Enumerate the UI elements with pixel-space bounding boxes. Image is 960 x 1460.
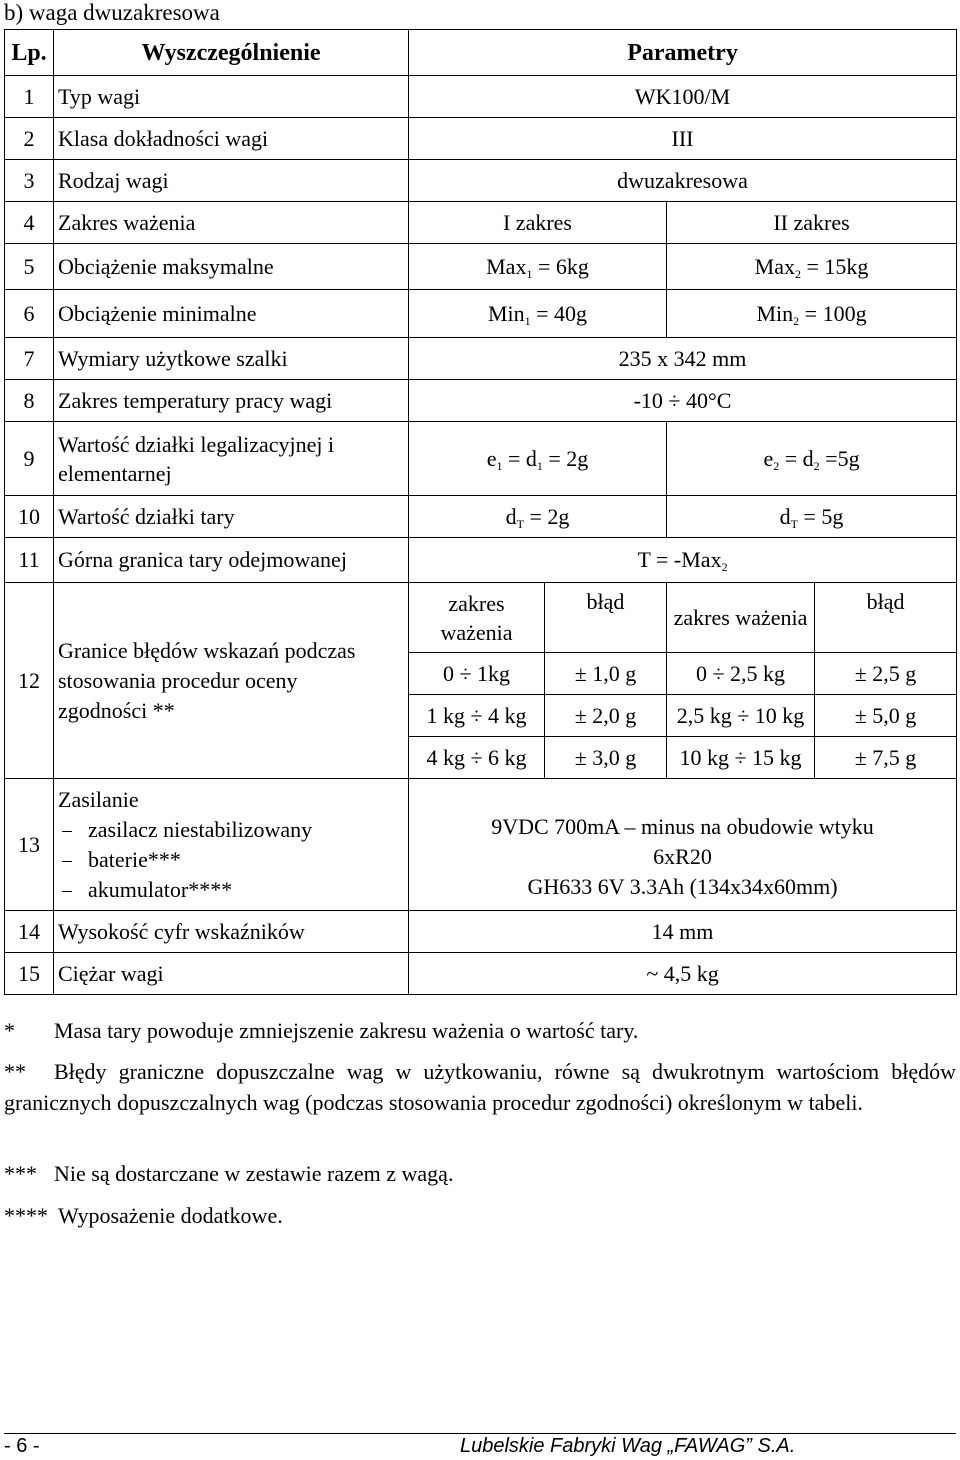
footnote-mark: *** <box>4 1161 37 1186</box>
range-1-value: Min$_1$ = 40g <box>409 290 667 338</box>
row-number: 14 <box>5 911 54 953</box>
range-2-error-header: błąd <box>815 583 957 653</box>
range-2-span: 2,5 kg ÷ 10 kg <box>667 695 815 737</box>
row-number: 6 <box>5 290 54 338</box>
footnote-text: Nie są dostarczane w zestawie razem z wagą. <box>54 1161 454 1186</box>
header-lp: Lp. <box>5 30 54 76</box>
footnote <box>4 1015 956 1046</box>
specification-table <box>4 29 957 995</box>
row-number: 7 <box>5 338 54 380</box>
range-2-span: 0 ÷ 2,5 kg <box>667 653 815 695</box>
table-row <box>5 911 957 953</box>
range-2-range-header: zakres ważenia <box>667 583 815 653</box>
range-1-span: 1 kg ÷ 4 kg <box>409 695 545 737</box>
footnote <box>4 1158 956 1189</box>
table-row <box>5 538 957 583</box>
power-value: 9VDC 700mA – minus na obudowie wtyku <box>491 813 874 839</box>
power-title: Zasilanie <box>58 786 139 812</box>
power-row <box>5 779 957 911</box>
row-description: Zakres temperatury pracy wagi <box>54 380 409 422</box>
footnote <box>4 1056 956 1118</box>
power-values <box>409 779 957 911</box>
row-number: 3 <box>5 160 54 202</box>
table-row <box>5 338 957 380</box>
footnote-mark: * <box>4 1018 15 1043</box>
range-1-range-header: zakres ważenia <box>409 583 545 653</box>
range-2-error: ± 7,5 g <box>815 737 957 779</box>
footnote-mark: **** <box>4 1203 48 1228</box>
row-value: T = -Max$_2$ <box>409 538 957 583</box>
row-value: 14 mm <box>409 911 957 953</box>
power-item: baterie*** <box>58 845 404 875</box>
range-1-error: ± 1,0 g <box>545 653 667 695</box>
range-1-span: 0 ÷ 1kg <box>409 653 545 695</box>
row-description: Zakres ważenia <box>54 202 409 244</box>
range-1-span: 4 kg ÷ 6 kg <box>409 737 545 779</box>
range-1-error: ± 3,0 g <box>545 737 667 779</box>
range-1-value: $d_T = 2g$ <box>409 496 667 538</box>
footer-company: Lubelskie Fabryki Wag „FAWAG” S.A. <box>460 1435 796 1457</box>
table-header-row <box>5 30 957 76</box>
row-value: 235 x 342 mm <box>409 338 957 380</box>
row-number: 12 <box>5 583 54 779</box>
row-description: Typ wagi <box>54 76 409 118</box>
row-number: 5 <box>5 244 54 290</box>
row-value: -10 ÷ 40°C <box>409 380 957 422</box>
row-number: 13 <box>5 779 54 911</box>
row-description: Wartość działki tary <box>54 496 409 538</box>
range-2-error: ± 5,0 g <box>815 695 957 737</box>
footer-divider <box>4 1433 956 1434</box>
range-1-error-header: błąd <box>545 583 667 653</box>
footnote-mark: ** <box>4 1059 26 1084</box>
row-number: 15 <box>5 953 54 995</box>
row-description: Rodzaj wagi <box>54 160 409 202</box>
row-description: Wartość działki legalizacyjnej i elementarnej <box>54 422 409 496</box>
footnote-text: Wyposażenie dodatkowe. <box>58 1203 283 1228</box>
row-number: 4 <box>5 202 54 244</box>
errors-header-row <box>5 583 957 653</box>
row-description: Górna granica tary odejmowanej <box>54 538 409 583</box>
row-description: Wymiary użytkowe szalki <box>54 338 409 380</box>
table-row <box>5 380 957 422</box>
footnote <box>4 1200 956 1231</box>
header-description: Wyszczególnienie <box>54 30 409 76</box>
range-2-value: Min$_2$ = 100g <box>667 290 957 338</box>
table-row <box>5 202 957 244</box>
range-1-value: I zakres <box>409 202 667 244</box>
row-value: ~ 4,5 kg <box>409 953 957 995</box>
range-2-value: $d_T = 5g$ <box>667 496 957 538</box>
range-2-value: Max$_2$ = 15kg <box>667 244 957 290</box>
row-value: III <box>409 118 957 160</box>
power-description <box>54 779 409 911</box>
header-parameters: Parametry <box>409 30 957 76</box>
row-number: 11 <box>5 538 54 583</box>
row-description: Obciążenie maksymalne <box>54 244 409 290</box>
table-row <box>5 422 957 496</box>
range-1-error: ± 2,0 g <box>545 695 667 737</box>
row-number: 10 <box>5 496 54 538</box>
range-2-error: ± 2,5 g <box>815 653 957 695</box>
page-number: - 6 - <box>4 1435 40 1457</box>
row-number: 9 <box>5 422 54 496</box>
range-1-value: $e_1 = d_1 = 2g$ <box>409 422 667 496</box>
table-row <box>5 160 957 202</box>
table-row <box>5 496 957 538</box>
power-value: GH633 6V 3.3Ah (134x34x60mm) <box>527 873 838 899</box>
row-description: Klasa dokładności wagi <box>54 118 409 160</box>
dash-bullet <box>62 891 72 892</box>
row-value: dwuzakresowa <box>409 160 957 202</box>
range-1-value: Max$_1$ = 6kg <box>409 244 667 290</box>
table-row <box>5 953 957 995</box>
row-description: Wysokość cyfr wskaźników <box>54 911 409 953</box>
row-description: Ciężar wagi <box>54 953 409 995</box>
row-number: 8 <box>5 380 54 422</box>
footnote-text: Masa tary powoduje zmniejszenie zakresu ważenia o wartość tary. <box>54 1018 639 1043</box>
row-number: 2 <box>5 118 54 160</box>
row-value: WK100/M <box>409 76 957 118</box>
range-2-value: $e_2 = d_2 =5g$ <box>667 422 957 496</box>
section-heading: b) waga dwuzakresowa <box>4 0 220 25</box>
table-row <box>5 76 957 118</box>
power-item: akumulator**** <box>58 875 404 905</box>
row-description: Obciążenie minimalne <box>54 290 409 338</box>
footnote-text: Błędy graniczne dopuszczalne wag w użytkowaniu, równe są dwukrotnym wartościom błędów granicznych dopuszczalnych wag (podczas stosowania procedur zgodności) określonym w tabeli. <box>4 1059 956 1115</box>
dash-bullet <box>62 861 72 862</box>
power-item: zasilacz niestabilizowany <box>58 815 404 845</box>
table-row <box>5 290 957 338</box>
errors-description: Granice błędów wskazań podczas stosowania procedur oceny zgodności ** <box>54 583 409 779</box>
table-row <box>5 118 957 160</box>
range-2-span: 10 kg ÷ 15 kg <box>667 737 815 779</box>
power-value: 6xR20 <box>653 843 712 869</box>
dash-bullet <box>62 831 72 832</box>
table-row <box>5 244 957 290</box>
range-2-value: II zakres <box>667 202 957 244</box>
row-number: 1 <box>5 76 54 118</box>
